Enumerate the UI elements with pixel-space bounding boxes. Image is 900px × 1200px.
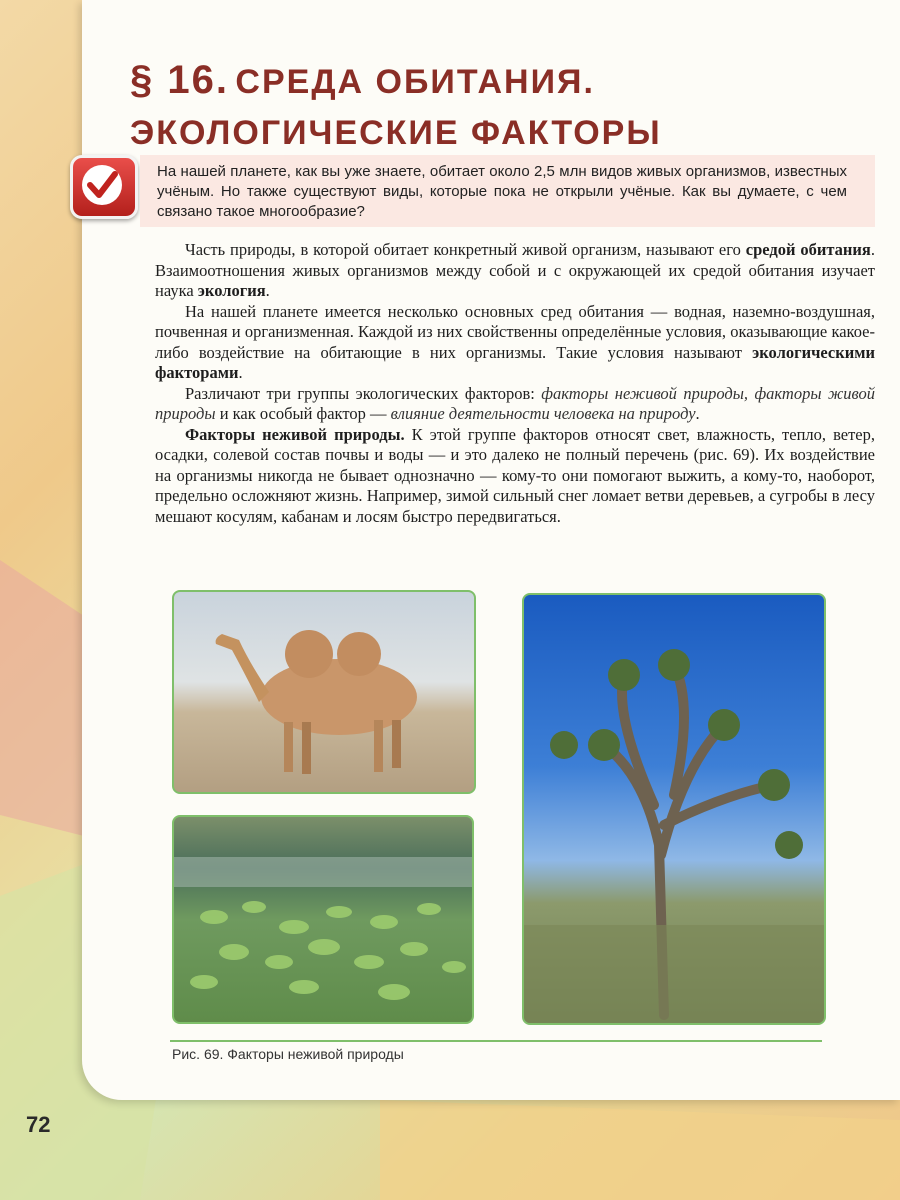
emphasis-text: факторы неживой природы, факторы живой природы [155,383,875,423]
text-run: Различают три группы экологических факторов: [185,383,542,403]
page-number: 72 [26,1112,51,1137]
background-shape [380,1100,900,1200]
text-run: . Взаимоотношения живых организмов между собой и с окружающей их средой обитания изучает наука [155,240,875,300]
paragraph [155,425,875,528]
text-run: и как особый фактор — [215,404,391,423]
section-title [130,58,850,155]
text-run: . [265,281,270,300]
term-ecology: экология [197,281,266,300]
checkmark-icon [70,155,138,219]
main-text [155,240,875,527]
figure-divider [170,1040,822,1042]
paragraph [155,384,875,425]
paragraph [155,240,875,302]
title-line-1: СРЕДА ОБИТАНИЯ. [235,63,595,101]
pond-photo [172,815,474,1024]
intro-question: На нашей планете, как вы уже знаете, обитает около 2,5 млн видов живых организмов, известных учёным. Но также существуют виды, которые пока не открыли учёные. Как вы думаете, с чем связано такое многообразие? [157,163,847,220]
figure-caption: Рис. 69. Факторы неживой природы [172,1046,404,1062]
paragraph [155,302,875,384]
term-ecological-factors: экологическими факторами [155,342,875,382]
text-run: . [238,363,243,382]
term-abiotic-factors: Факторы неживой природы. [185,424,405,444]
text-run: На нашей планете имеется несколько основных сред обитания — водная, наземно-воздушная, почвенная и организменная. Каждой из них свойственны определённые условия, оказывающие какое-либо воздействие на обитающие в них организмы. Такие условия называют [155,301,875,362]
joshua-tree-photo [522,593,826,1025]
section-number: § 16. [130,58,229,102]
title-line-2: ЭКОЛОГИЧЕСКИЕ ФАКТОРЫ [130,114,662,152]
emphasis-text: влияние деятельности человека на природу [390,404,696,423]
text-run: К этой группе факторов относят свет, влажность, тепло, ветер, осадки, солевой состав почвы и воды — и это далеко не полный перечень (рис. 69). Их воздействие на организмы никогда не бывает однозначно — кому-то они помогают выжить, а кому-то, наоборот, предельно осложняют жизнь. Например, зимой сильный снег ломает ветви деревьев, а сугробы в лесу мешают косулям, кабанам и лосям быстро передвигаться. [155,424,875,526]
camel-photo [172,590,476,794]
text-run: . [695,404,700,423]
text-run: Часть природы, в которой обитает конкретный живой организм, называют его [185,240,746,259]
term-habitat: средой обитания [745,240,871,259]
